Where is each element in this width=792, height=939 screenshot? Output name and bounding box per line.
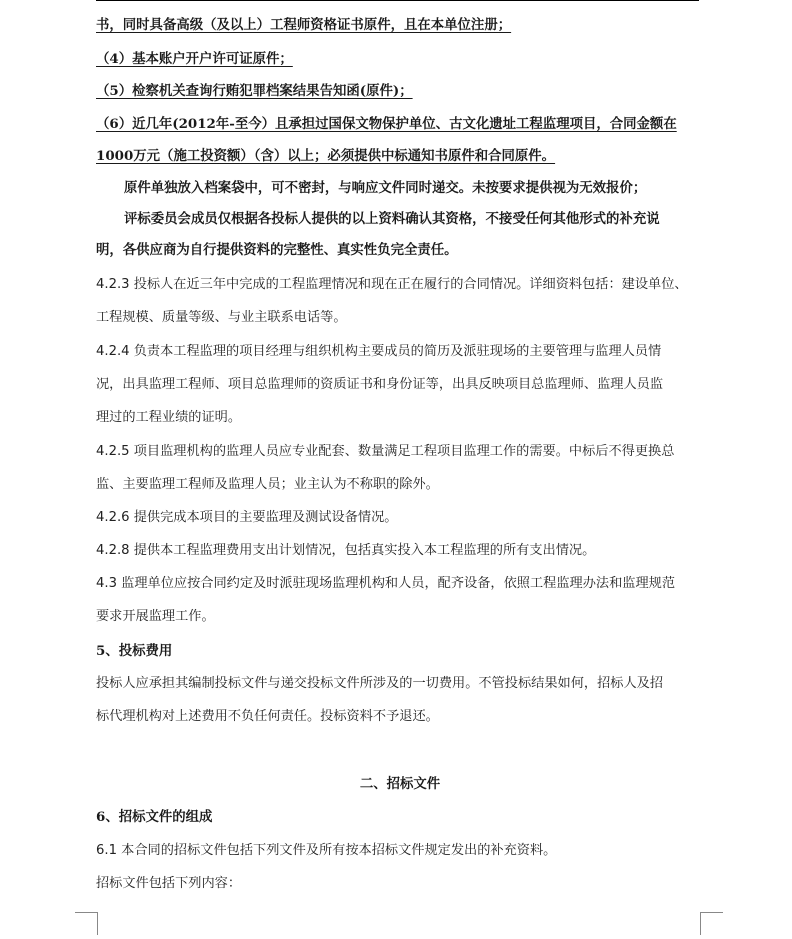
- text-line: 明，各供应商为自行提供资料的完整性、真实性负完全责任。: [96, 242, 458, 258]
- text-line: 招标文件包括下列内容：: [96, 876, 242, 891]
- text-line: 评标委员会成员仅根据各投标人提供的以上资料确认其资格，不接受任何其他形式的补充说: [124, 211, 660, 227]
- text-line: 投标人应承担其编制投标文件与递交投标文件所涉及的一切费用。不管投标结果如何，招标人及招: [96, 676, 664, 691]
- text-line: （6）近几年(2012年-至今）且承担过国保文物保护单位、古文化遗址工程监理项目，合同金额在: [96, 116, 677, 132]
- text-line: 原件单独放入档案袋中，可不密封，与响应文件同时递交。未按要求提供视为无效报价；: [124, 180, 647, 196]
- page-corner-mark: [75, 912, 98, 935]
- text-line: 1000万元（施工投资额）（含）以上；必须提供中标通知书原件和合同原件。: [96, 148, 556, 164]
- text-line: 4.2.6 提供完成本项目的主要监理及测试设备情况。: [96, 510, 398, 525]
- text-line: 标代理机构对上述费用不负任何责任。投标资料不予退还。: [96, 709, 439, 724]
- text-line: 书，同时具备高级（及以上）工程师资格证书原件，且在本单位注册；: [96, 17, 512, 33]
- text-line: 4.2.8 提供本工程监理费用支出计划情况，包括真实投入本工程监理的所有支出情况。: [96, 543, 596, 558]
- text-line: 监、主要监理工程师及监理人员；业主认为不称职的除外。: [96, 477, 439, 492]
- chapter-heading: 二、招标文件: [359, 776, 441, 792]
- page-corner-mark: [700, 912, 723, 935]
- text-line: 理过的工程业绩的证明。: [96, 410, 242, 425]
- section-heading: 5、投标费用: [96, 643, 173, 659]
- top-rule: [96, 0, 699, 1]
- text-line: 要求开展监理工作。: [96, 609, 215, 624]
- section-heading: 6、招标文件的组成: [96, 809, 213, 825]
- text-line: 况，出具监理工程师、项目总监理师的资质证书和身份证等，出具反映项目总监理师、监理人员监: [96, 377, 664, 392]
- text-line: （5）检察机关查询行贿犯罪档案结果告知函(原件)；: [96, 83, 413, 99]
- text-line: 6.1 本合同的招标文件包括下列文件及所有按本招标文件规定发出的补充资料。: [96, 843, 557, 858]
- text-line: 4.3 监理单位应按合同约定及时派驻现场监理机构和人员，配齐设备，依照工程监理办法和监理规范: [96, 576, 676, 591]
- text-line: 4.2.5 项目监理机构的监理人员应专业配套、数量满足工程项目监理工作的需要。中标后不得更换总: [96, 444, 675, 459]
- text-line: 4.2.4 负责本工程监理的项目经理与组织机构主要成员的简历及派驻现场的主要管理与监理人员情: [96, 344, 662, 359]
- text-line: 工程规模、质量等级、与业主联系电话等。: [96, 310, 347, 325]
- text-line: 4.2.3 投标人在近三年中完成的工程监理情况和现在正在履行的合同情况。详细资料包括：建设单位、: [96, 277, 688, 292]
- text-line: （4）基本账户开户许可证原件；: [96, 51, 293, 67]
